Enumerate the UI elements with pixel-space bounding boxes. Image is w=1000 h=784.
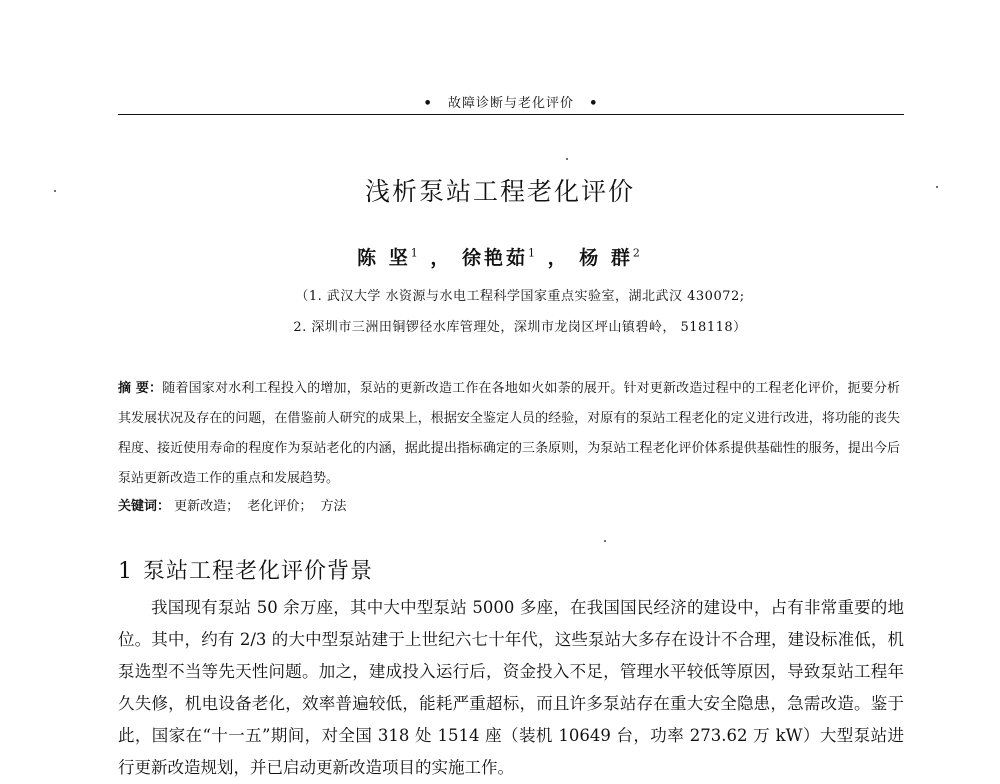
author-name: 杨 群 <box>579 247 633 269</box>
running-head-text-row <box>118 92 904 111</box>
keywords-label: 关键词： <box>118 499 171 514</box>
abstract-label: 摘 要： <box>118 381 163 396</box>
body-paragraph: 我国现有泵站 50 余万座，其中大中型泵站 5000 多座，在我国国民经济的建设中，占有非常重要的地位。其中，约有 2/3 的大中型泵站建于上世纪六七十年代，这些泵站大多存在设计不合理，建设标准低，机泵选型不当等先天性问题。加之，建成投入运行后，资金投入不足，管理水平较低等原因，导致泵站工程年久失修，机电设备老化，效率普遍较低，能耗严重超标，而且许多泵站存在重大安全隐患，急需改造。鉴于此，国家在“十一五”期间，对全国 318 处 1514 座（装机 10649 台，功率 273.62 万 kW）大型泵站进行更新改造规划，并已启动更新改造项目的实施工作。 <box>118 598 904 777</box>
abstract <box>118 374 900 494</box>
header-rule <box>118 114 904 115</box>
running-head-bullet-left: • <box>423 96 433 111</box>
scan-speck <box>566 158 568 160</box>
abstract-text: 随着国家对水利工程投入的增加，泵站的更新改造工作在各地如火如荼的展开。针对更新改造过程中的工程老化评价，扼要分析其发展状况及存在的问题，在借鉴前人研究的成果上，根据安全鉴定人员的经验，对原有的泵站工程老化的定义进行改进，将功能的丧失程度、接近使用寿命的程度作为泵站老化的内涵，据此提出指标确定的三条原则，为泵站工程老化评价体系提供基础性的服务，提出今后泵站更新改造工作的重点和发展趋势。 <box>118 381 900 486</box>
scan-speck <box>936 186 938 188</box>
author-separator: ， <box>430 247 453 269</box>
author-separator: ， <box>547 247 570 269</box>
affiliation-1: （1. 武汉大学 水资源与水电工程科学国家重点实验室，湖北武汉 430072; <box>295 289 745 304</box>
scan-speck <box>54 190 56 192</box>
keywords <box>118 495 350 514</box>
author-affiliation-mark: 2 <box>632 246 643 260</box>
running-header <box>118 88 904 120</box>
section-number: 1 <box>118 559 133 584</box>
author-line <box>0 243 1000 270</box>
section-title: 泵站工程老化评价背景 <box>143 559 374 584</box>
author-affiliation-mark: 1 <box>410 246 421 260</box>
author-name: 陈 坚 <box>357 247 411 269</box>
scan-speck <box>604 540 606 542</box>
running-head-bullet-right: • <box>589 96 599 111</box>
section-heading <box>118 554 373 585</box>
affiliation-2: 2. 深圳市三洲田铜锣径水库管理处，深圳市龙岗区坪山镇碧岭， 518118） <box>293 320 747 335</box>
keyword: 老化评价； <box>247 499 313 514</box>
author-affiliation-mark: 1 <box>528 246 538 260</box>
author-name: 徐艳茹 <box>461 247 528 269</box>
keyword: 方法 <box>320 499 347 514</box>
paper-title: 浅析泵站工程老化评价 <box>364 177 635 206</box>
running-head-section-title: 故障诊断与老化评价 <box>447 96 574 111</box>
keyword: 更新改造； <box>174 499 240 514</box>
